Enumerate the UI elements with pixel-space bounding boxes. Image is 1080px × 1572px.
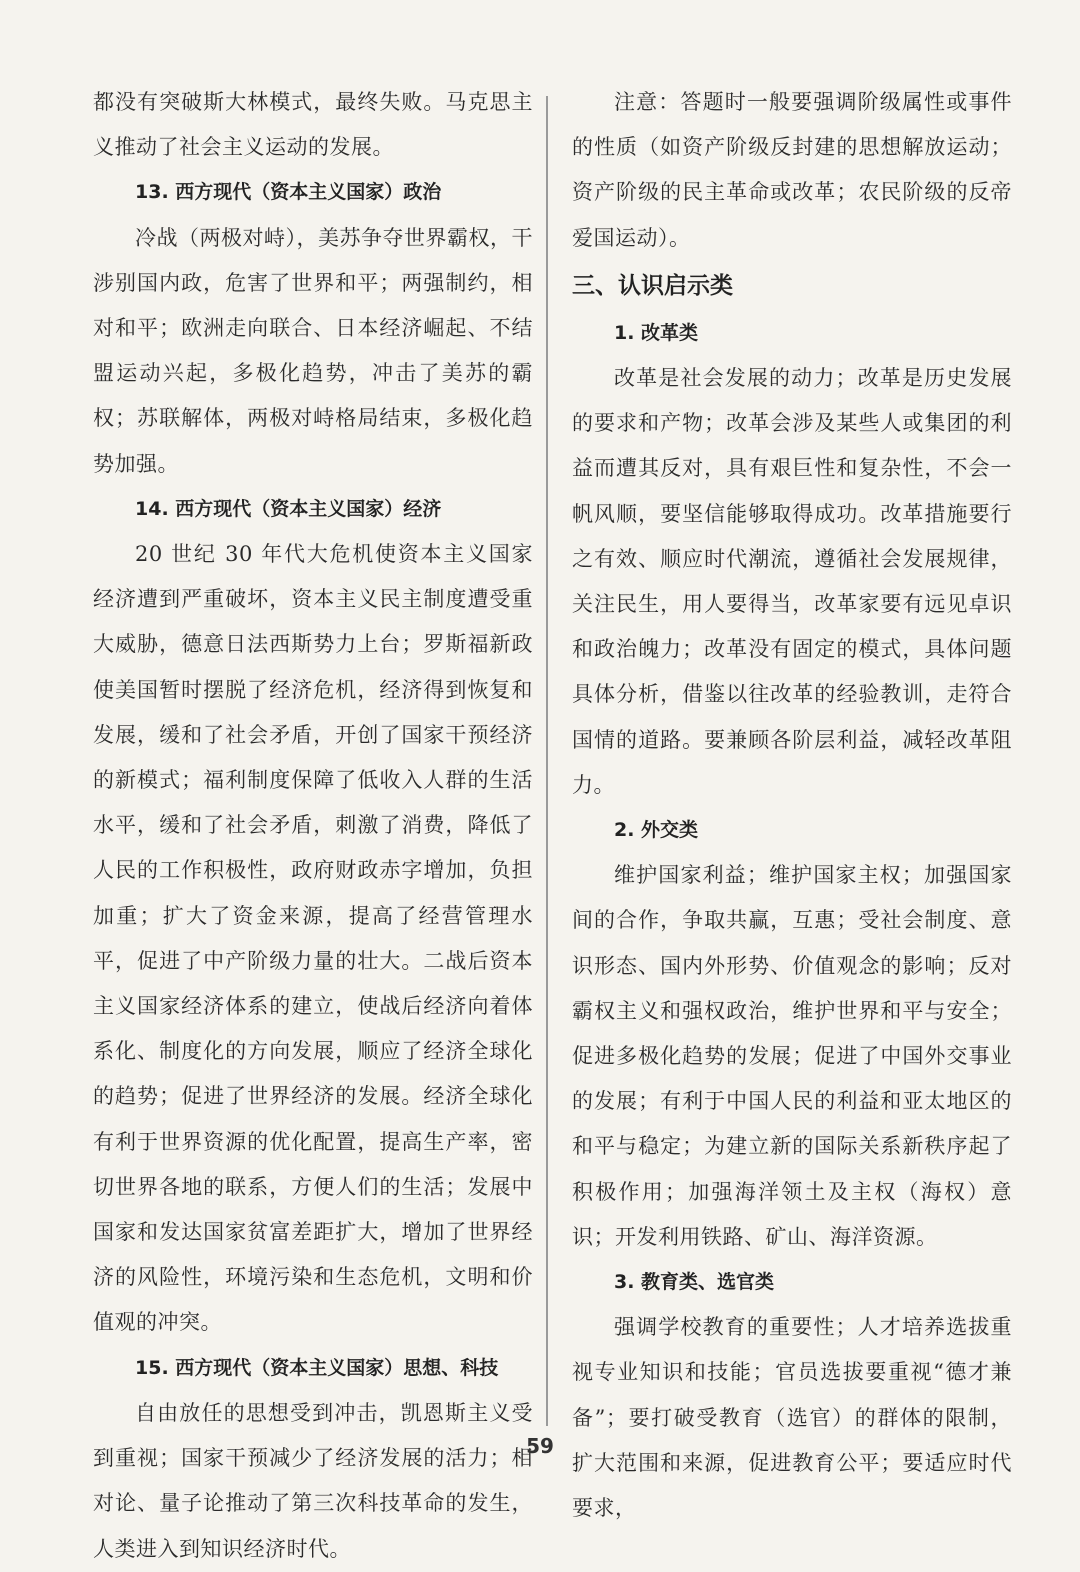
section-13-heading: 13. 西方现代（资本主义国家）政治 [135,181,442,204]
page-number: 59 [526,1434,554,1458]
section-15-heading: 15. 西方现代（资本主义国家）思想、科技 [135,1356,499,1379]
section-15-text: 自由放任的思想受到冲击，凯恩斯主义受到重视；国家干预减少了经济发展的活力；相对论、量子论推动了第三次科技革命的发生，人类进入到知识经济时代。 [93,1400,533,1561]
right-column [572,80,1012,1531]
education-text: 强调学校教育的重要性；人才培养选拔重视专业知识和技能；官员选拔要重视“德才兼备”；要打破受教育（选官）的群体的限制，扩大范围和来源，促进教育公平；要适应时代要求， [572,1315,1012,1521]
column-divider [546,96,548,1426]
part-three-title: 三、认识启示类 [572,272,733,299]
diplomacy-heading: 2. 外交类 [614,819,699,842]
section-14-heading: 14. 西方现代（资本主义国家）经济 [135,497,442,520]
note-paragraph: 注意：答题时一般要强调阶级属性或事件的性质（如资产阶级反封建的思想解放运动；资产阶级的民主革命或改革；农民阶级的反帝爱国运动）。 [572,90,1012,250]
education-heading: 3. 教育类、选官类 [614,1271,775,1294]
reform-text: 改革是社会发展的动力；改革是历史发展的要求和产物；改革会涉及某些人或集团的利益而遭其反对，具有艰巨性和复杂性，不会一帆风顺，要坚信能够取得成功。改革措施要行之有效、顺应时代潮流，遵循社会发展规律，关注民生，用人要得当，改革家要有远见卓识和政治魄力；改革没有固定的模式，具体问题具体分析，借鉴以往改革的经验教训，走符合国情的道路。要兼顾各阶层利益，减轻改革阻力。 [572,366,1012,797]
diplomacy-text: 维护国家利益；维护国家主权；加强国家间的合作，争取共赢，互惠；受社会制度、意识形态、国内外形势、价值观念的影响；反对霸权主义和强权政治，维护世界和平与安全；促进多极化趋势的发展；促进了中国外交事业的发展；有利于中国人民的利益和亚太地区的和平与稳定；为建立新的国际关系新秩序起了积极作用；加强海洋领土及主权（海权）意识；开发利用铁路、矿山、海洋资源。 [572,863,1012,1249]
reform-heading: 1. 改革类 [614,321,699,344]
continuation-paragraph: 都没有突破斯大林模式，最终失败。马克思主义推动了社会主义运动的发展。 [93,90,533,160]
section-14-text: 20 世纪 30 年代大危机使资本主义国家经济遭到严重破坏，资本主义民主制度遭受重大威胁，德意日法西斯势力上台；罗斯福新政使美国暂时摆脱了经济危机，经济得到恢复和发展，缓和了社会矛盾，开创了国家干预经济的新模式；福利制度保障了低收入人群的生活水平，缓和了社会矛盾，刺激了消费，降低了人民的工作积极性，政府财政赤字增加，负担加重；扩大了资金来源，提高了经营管理水平，促进了中产阶级力量的壮大。二战后资本主义国家经济体系的建立，使战后经济向着体系化、制度化的方向发展，顺应了经济全球化的趋势；促进了世界经济的发展。经济全球化有利于世界资源的优化配置，提高生产率，密切世界各地的联系，方便人们的生活；发展中国家和发达国家贫富差距扩大，增加了世界经济的风险性，环境污染和生态危机，文明和价值观的冲突。 [93,542,533,1335]
section-13-text: 冷战（两极对峙），美苏争夺世界霸权，干涉别国内政，危害了世界和平；两强制约，相对和平；欧洲走向联合、日本经济崛起、不结盟运动兴起，多极化趋势，冲击了美苏的霸权；苏联解体，两极对峙格局结束，多极化趋势加强。 [93,225,533,476]
left-column [93,80,533,1572]
